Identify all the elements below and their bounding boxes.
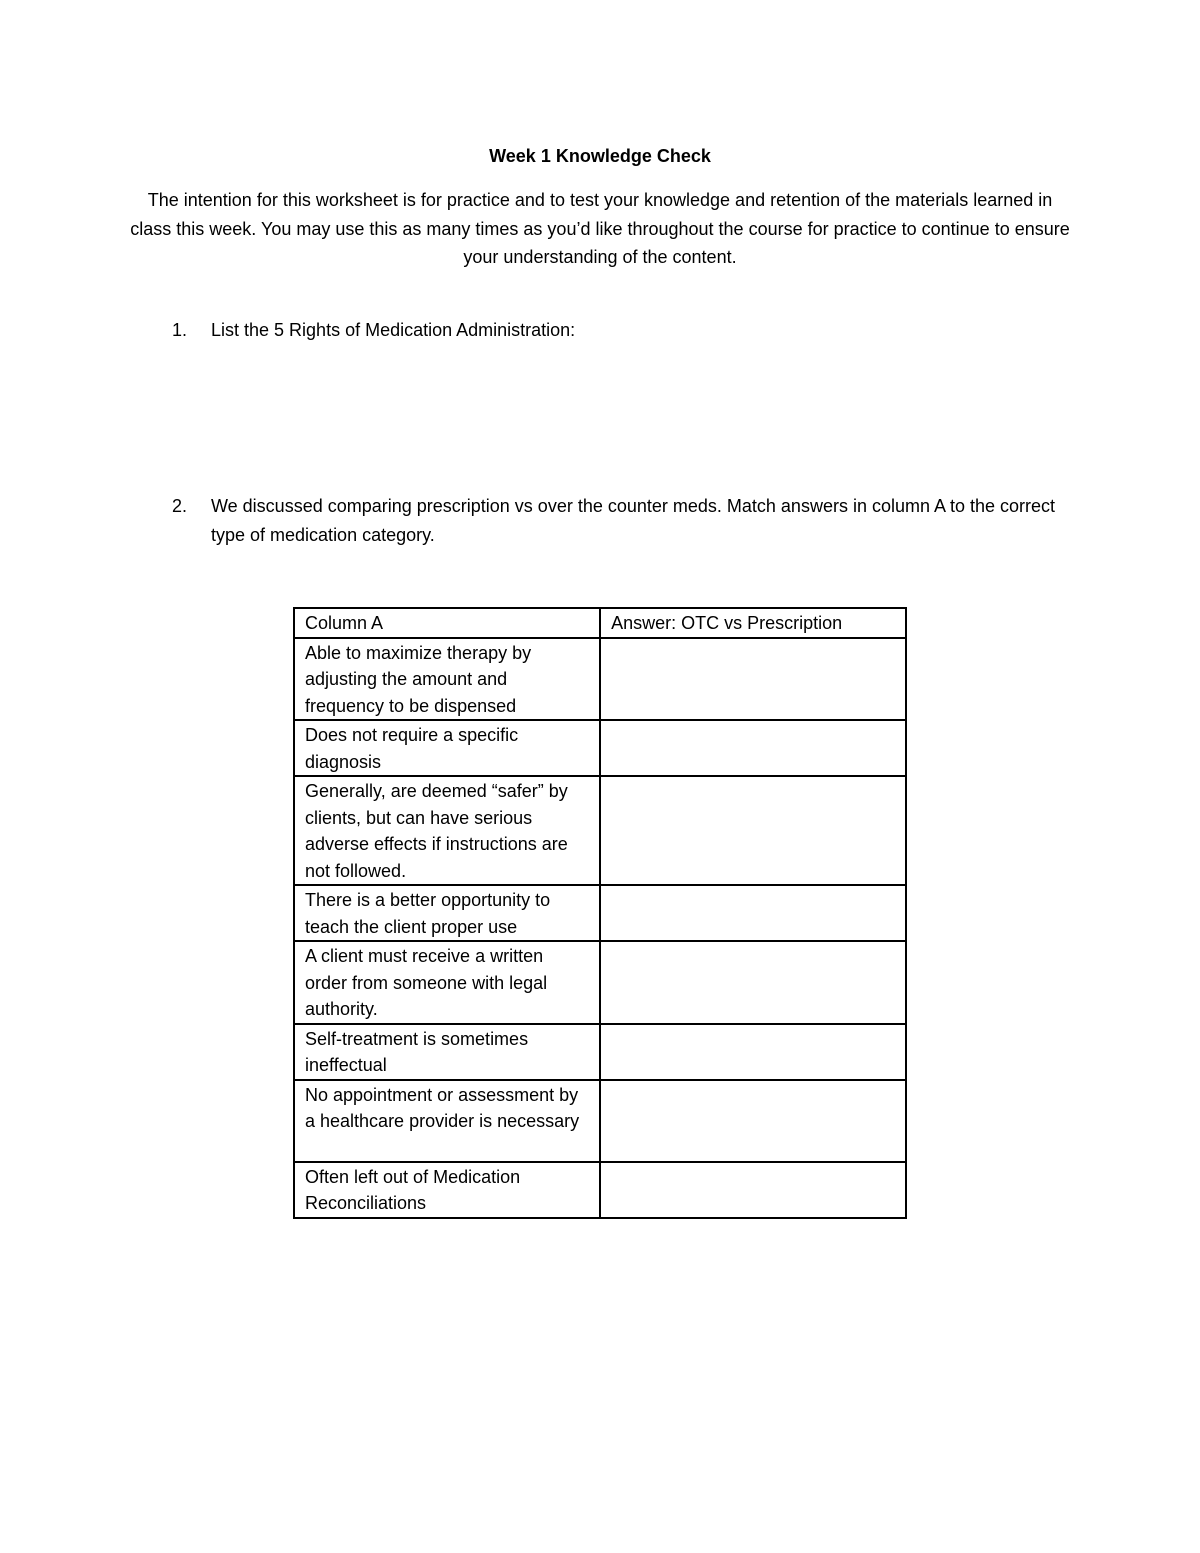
table-row <box>294 1024 906 1080</box>
answer-cell[interactable] <box>600 1024 906 1080</box>
table-row <box>294 638 906 721</box>
table-row <box>294 885 906 941</box>
column-a-header: Column A <box>294 608 600 638</box>
answer-cell[interactable] <box>600 638 906 721</box>
question-1-text: List the 5 Rights of Medication Administration: <box>211 320 576 340</box>
worksheet-title: Week 1 Knowledge Check <box>489 146 711 166</box>
statement-cell: Self-treatment is sometimes ineffectual <box>294 1024 600 1080</box>
matching-table <box>293 607 907 1219</box>
answer-column-header: Answer: OTC vs Prescription <box>600 608 906 638</box>
answer-cell[interactable] <box>600 776 906 885</box>
statement-cell: A client must receive a written order from someone with legal authority. <box>294 941 600 1024</box>
answer-cell[interactable] <box>600 1080 906 1162</box>
question-2-text: We discussed comparing prescription vs over the counter meds. Match answers in column A to the correct type of medication category. <box>211 496 1056 545</box>
statement-cell: Generally, are deemed “safer” by clients, but can have serious adverse effects if instructions are not followed. <box>294 776 600 885</box>
table-header-row <box>294 608 906 638</box>
question-2-number: 2. <box>172 496 188 516</box>
statement-cell: No appointment or assessment by a healthcare provider is necessary <box>294 1080 600 1162</box>
answer-cell[interactable] <box>600 941 906 1024</box>
answer-cell[interactable] <box>600 1162 906 1218</box>
statement-cell: There is a better opportunity to teach the client proper use <box>294 885 600 941</box>
table-row <box>294 1162 906 1218</box>
table-row <box>294 776 906 885</box>
question-1-number: 1. <box>172 320 188 340</box>
table-row <box>294 720 906 776</box>
statement-cell: Does not require a specific diagnosis <box>294 720 600 776</box>
table-row <box>294 941 906 1024</box>
statement-cell: Often left out of Medication Reconciliations <box>294 1162 600 1218</box>
statement-cell: Able to maximize therapy by adjusting the amount and frequency to be dispensed <box>294 638 600 721</box>
table-row <box>294 1080 906 1162</box>
intro-paragraph: The intention for this worksheet is for practice and to test your knowledge and retention of the materials learned in class this week. You may use this as many times as you’d like throughout the course for practice to continue to ensure your understanding of the content. <box>130 190 1070 267</box>
answer-cell[interactable] <box>600 720 906 776</box>
answer-cell[interactable] <box>600 885 906 941</box>
